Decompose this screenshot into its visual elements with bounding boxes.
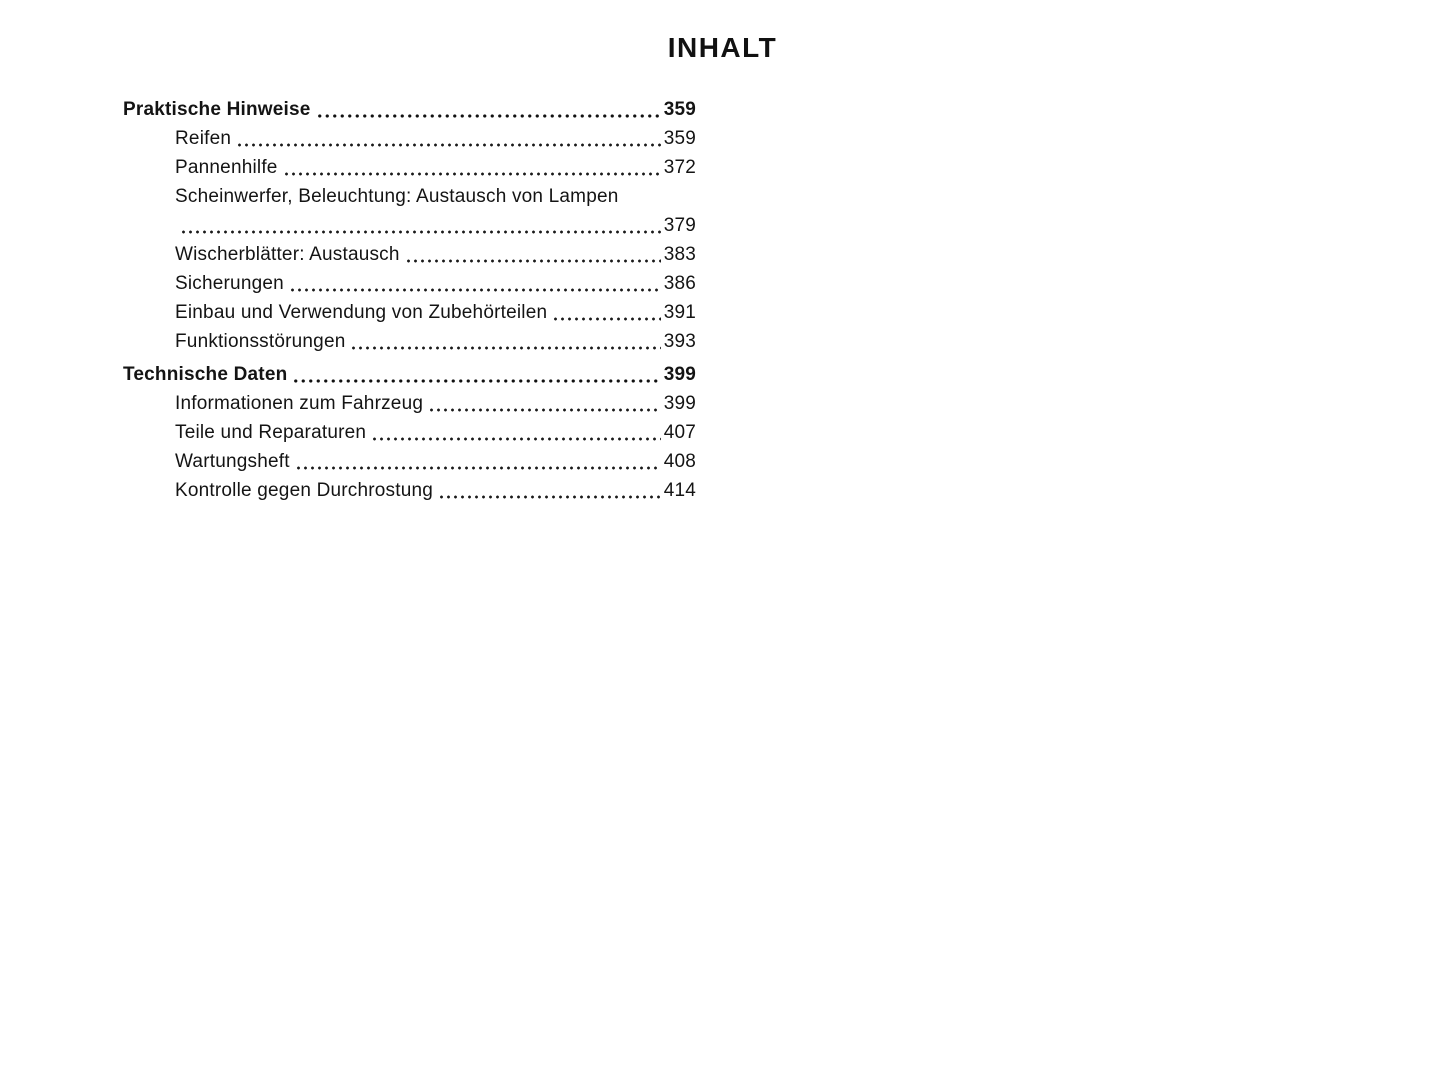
dot-leader [289,269,661,298]
toc-entry [123,389,696,418]
toc-entry-label: Wartungsheft [175,451,290,472]
toc-entry-label: Teile und Reparaturen [175,422,367,443]
toc-entry-continuation [123,211,696,240]
dot-leader [180,211,661,240]
toc-entry [123,360,696,389]
dot-leader [295,447,661,476]
toc-entry-page: 386 [663,273,696,294]
toc-entry-label: Wischerblätter: Austausch [175,244,400,265]
toc-entry-page: 414 [663,480,696,501]
toc-entry-label: Technische Daten [123,364,288,385]
toc-entry-label: Funktionsstörungen [175,331,346,352]
toc-entry-page: 407 [663,422,696,443]
toc-entry [123,418,696,447]
toc-entry [123,298,696,327]
toc-entry-label: Praktische Hinweise [123,99,311,120]
dot-leader [350,327,660,356]
toc-entry-page: 359 [663,128,696,149]
toc-entry-page: 393 [663,331,696,352]
toc-entry-label: Kontrolle gegen Durchrostung [175,480,434,501]
page-title: INHALT [667,32,778,63]
toc-entry-label: Einbau und Verwendung von Zubehörteilen [175,302,548,323]
toc-entry-label: Scheinwerfer, Beleuchtung: Austausch von Lampen [175,186,619,207]
toc-entry [123,95,696,124]
dot-leader [236,124,661,153]
document-page [0,0,1445,505]
toc-entry [123,447,696,476]
toc-entry-page: 399 [663,393,696,414]
toc-entry-page: 372 [663,157,696,178]
toc-entry-page: 391 [663,302,696,323]
dot-leader [316,95,661,124]
toc-entry-page: 408 [663,451,696,472]
dot-leader [405,240,661,269]
toc-entry-page: 359 [663,99,696,120]
dot-leader [428,389,661,418]
toc-entry-label: Reifen [175,128,232,149]
dot-leader [283,153,661,182]
dot-leader [438,476,661,505]
table-of-contents [123,95,696,505]
toc-entry [123,240,696,269]
toc-entry [123,182,696,211]
dot-leader [371,418,661,447]
toc-entry [123,269,696,298]
toc-entry-label: Pannenhilfe [175,157,278,178]
toc-entry [123,327,696,356]
toc-entry-page: 379 [663,215,696,236]
toc-entry [123,153,696,182]
toc-entry-page: 383 [663,244,696,265]
toc-entry-label: Sicherungen [175,273,284,294]
toc-entry-label: Informationen zum Fahrzeug [175,393,424,414]
toc-entry-page: 399 [663,364,696,385]
toc-entry [123,476,696,505]
dot-leader [552,298,660,327]
dot-leader [292,360,660,389]
toc-entry [123,124,696,153]
